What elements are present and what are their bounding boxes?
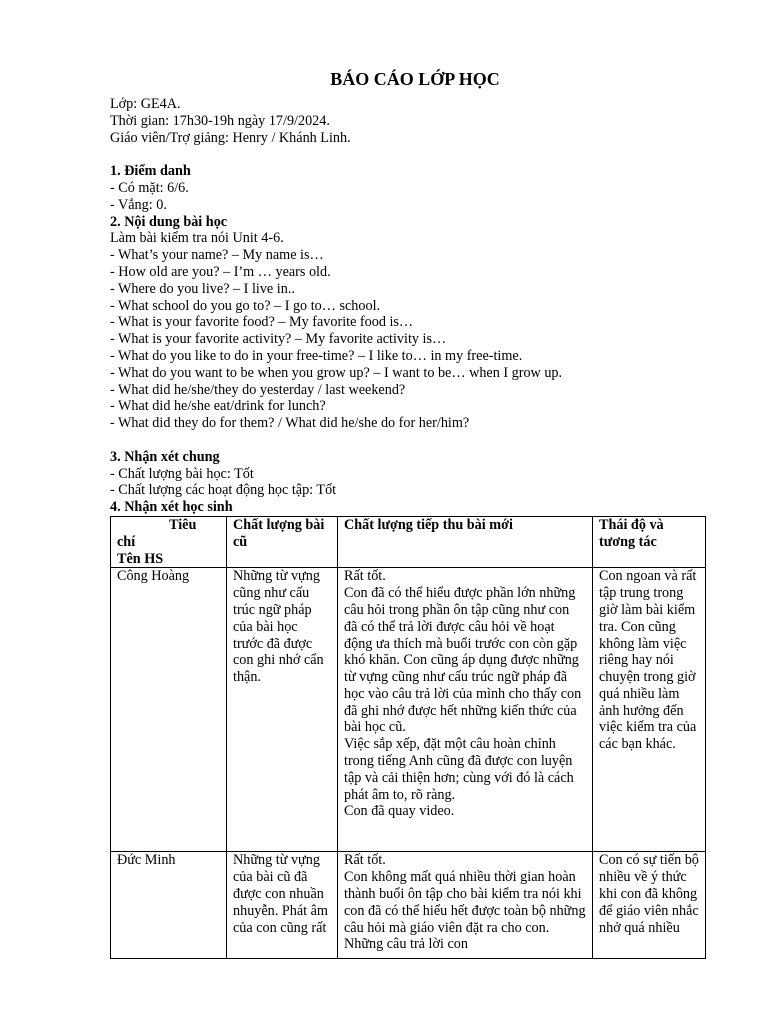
lesson-question: - What school do you go to? – I go to… school.: [110, 297, 381, 314]
student-evaluation-table: [110, 516, 706, 959]
old-lesson-comment: Những từ vựng của bài cũ đã được con nhuần nhuyễn. Phát âm của con cũng rất: [227, 852, 338, 959]
criteria-label: chí: [117, 533, 136, 550]
report-page: [110, 68, 710, 959]
lesson-quality: - Chất lượng bài học: Tốt: [110, 465, 254, 482]
lesson-intro: Làm bài kiểm tra nói Unit 4-6.: [110, 230, 284, 247]
student-name-label: Tên HS: [117, 550, 164, 567]
spacer: [110, 146, 710, 163]
new-lesson-comment: [338, 568, 593, 852]
attendance-heading: 1. Điểm danh: [110, 163, 191, 180]
old-lesson-header: Chất lượng bài cũ: [227, 516, 338, 567]
lesson-content-heading: 2. Nội dung bài học: [110, 213, 228, 230]
student-name: Đức Minh: [111, 852, 227, 959]
new-lesson-header: Chất lượng tiếp thu bài mới: [338, 516, 593, 567]
student-comment-heading: 4. Nhận xét học sinh: [110, 499, 233, 516]
lesson-question: - What did he/she eat/drink for lunch?: [110, 398, 326, 415]
comment-paragraph: Con đã có thể hiểu được phần lớn những câu hỏi trong phần ôn tập cũng như con đã có thể trả lời được câu hỏi về hoạt động ưa thích mà buổi trước con còn gặp khó khăn. Con cũng áp dụng được những từ vựng cũng như cấu trúc ngữ pháp đã học vào câu trả lời của mình cho thấy con đã ghi nhớ được hết những kiến thức của bài học cũ.: [344, 585, 582, 736]
lesson-question: - What did they do for them? / What did he/she do for her/him?: [110, 415, 470, 432]
lesson-question: - What is your favorite activity? – My favorite activity is…: [110, 331, 447, 348]
spacer: [110, 432, 710, 449]
lesson-question: - How old are you? – I’m … years old.: [110, 263, 331, 280]
lesson-question: - What do you want to be when you grow up? – I want to be… when I grow up.: [110, 364, 563, 381]
activity-quality: - Chất lượng các hoạt động học tập: Tốt: [110, 482, 337, 499]
lesson-question: - Where do you live? – I live in..: [110, 280, 295, 297]
comment-paragraph: Con đã quay video.: [344, 803, 455, 820]
attitude-comment: Con có sự tiến bộ nhiều về ý thức khi con đã không để giáo viên nhắc nhở quá nhiều: [593, 852, 706, 959]
lesson-question: - What’s your name? – My name is…: [110, 247, 324, 264]
comment-paragraph: Con không mất quá nhiều thời gian hoàn thành buổi ôn tập cho bài kiểm tra nói khi con đã có thể hiểu hết được toàn bộ những câu hỏi mà giáo viên đặt ra cho con. Những câu trả lời con: [344, 869, 586, 953]
comment-paragraph: Việc sắp xếp, đặt một câu hoàn chỉnh trong tiếng Anh cũng đã được con luyện tập và cải thiện hơn; cùng với đó là cách phát âm to, rõ ràng.: [344, 736, 574, 803]
attendance-absent: - Vắng: 0.: [110, 196, 167, 213]
class-info: Lớp: GE4A.: [110, 96, 181, 112]
table-header-row: [111, 516, 706, 567]
general-comment-heading: 3. Nhận xét chung: [110, 448, 220, 465]
criteria-header: [111, 516, 227, 567]
table-row: [111, 568, 706, 852]
table-row: [111, 852, 706, 959]
report-title: BÁO CÁO LỚP HỌC: [330, 69, 500, 89]
comment-paragraph: Rất tốt.: [344, 568, 386, 585]
student-name: Công Hoàng: [111, 568, 227, 852]
attitude-header: Thái độ và tương tác: [593, 516, 706, 567]
lesson-question: - What do you like to do in your free-time? – I like to… in my free-time.: [110, 347, 523, 364]
comment-paragraph: Rất tốt.: [344, 852, 386, 869]
attendance-present: - Có mặt: 6/6.: [110, 179, 189, 196]
attitude-comment: Con ngoan và rất tập trung trong giờ làm bài kiểm tra. Con cũng không làm việc riêng hay nói chuyện trong giờ quá nhiều làm ảnh hưởng đến việc kiểm tra của các bạn khác.: [593, 568, 706, 852]
new-lesson-comment: [338, 852, 593, 959]
old-lesson-comment: Những từ vựng cũng như cấu trúc ngữ pháp của bài học trước đã được con ghi nhớ cẩn thận.: [227, 568, 338, 852]
criteria-label: Tiêu: [169, 516, 197, 533]
lesson-question: - What did he/she/they do yesterday / last weekend?: [110, 381, 406, 398]
teacher-info: Giáo viên/Trợ giảng: Henry / Khánh Linh.: [110, 129, 351, 146]
lesson-question: - What is your favorite food? – My favorite food is…: [110, 314, 414, 331]
time-info: Thời gian: 17h30-19h ngày 17/9/2024.: [110, 112, 330, 129]
